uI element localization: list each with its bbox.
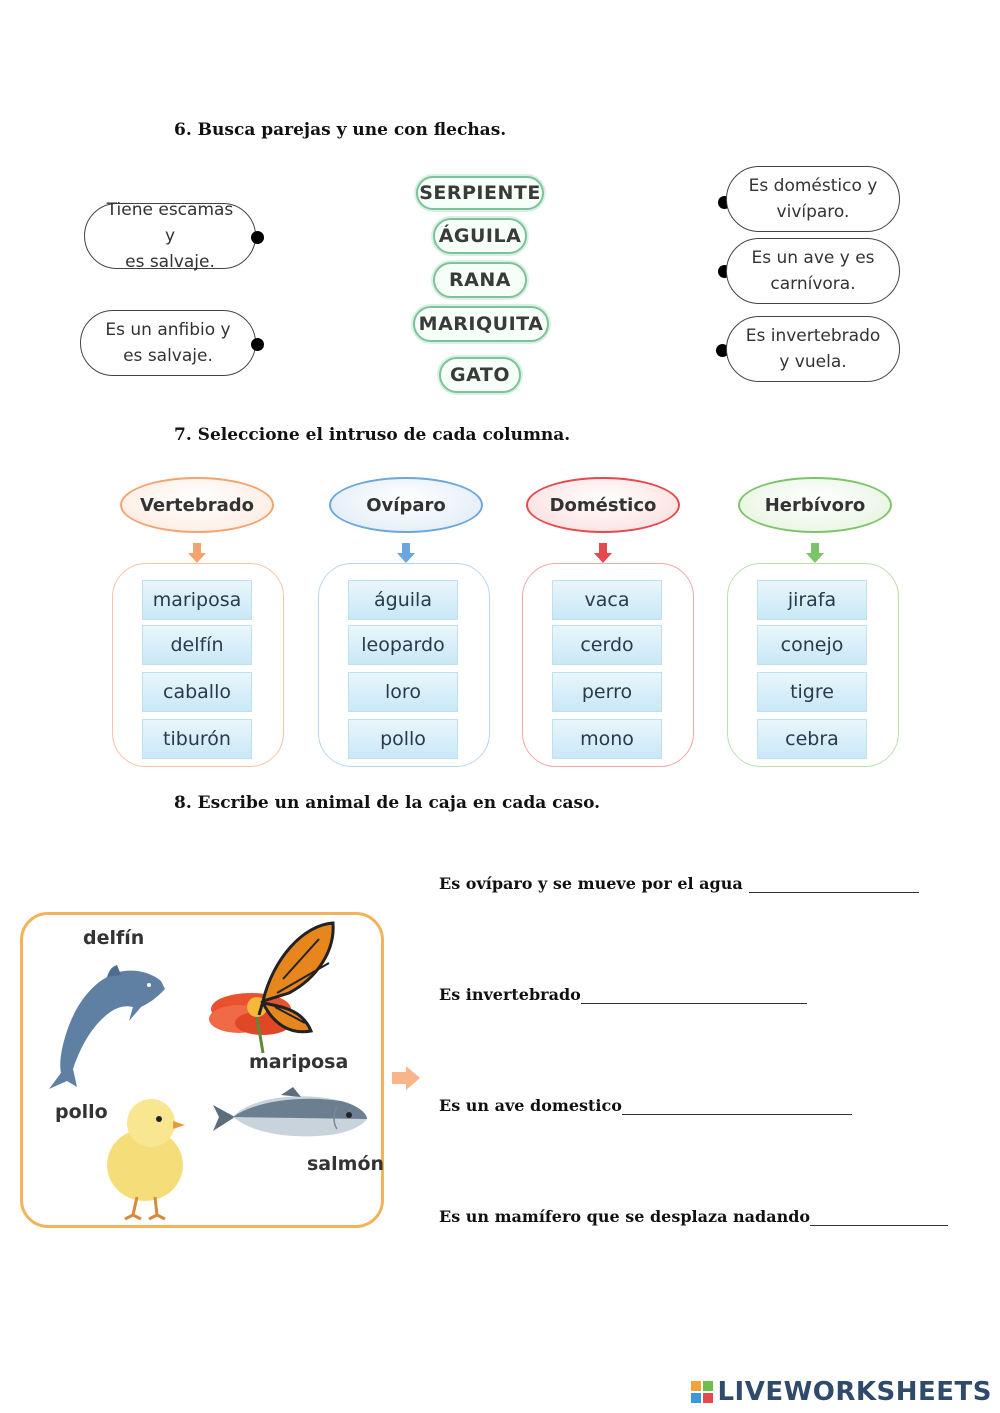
word-gato[interactable]: GATO (439, 357, 521, 393)
question-3 (439, 1096, 852, 1115)
down-arrow-stem (193, 543, 201, 553)
dolphin-icon (37, 963, 167, 1093)
word-serpiente[interactable]: SERPIENTE (416, 176, 544, 210)
word-rana[interactable]: RANA (433, 262, 527, 298)
clue-line: y vuela. (779, 352, 847, 372)
clue-line: carnívora. (770, 274, 856, 294)
column-option[interactable]: cebra (757, 719, 867, 759)
exercise-8-heading: 8. Escribe un animal de la caja en cada caso. (174, 793, 601, 813)
label-pollo: pollo (55, 1101, 108, 1123)
column-option[interactable]: pollo (348, 719, 458, 759)
column-option[interactable]: tigre (757, 672, 867, 712)
column-option[interactable]: mariposa (142, 580, 252, 620)
column-option[interactable]: tiburón (142, 719, 252, 759)
category-header: Herbívoro (738, 477, 892, 533)
label-salmon: salmón (307, 1153, 385, 1175)
column-option[interactable]: cerdo (552, 625, 662, 665)
question-2 (439, 985, 807, 1004)
question-text: Es invertebrado (439, 985, 581, 1004)
logo-mark-icon (691, 1381, 713, 1403)
column-option[interactable]: conejo (757, 625, 867, 665)
category-header: Ovíparo (329, 477, 483, 533)
right-clue-3 (726, 316, 900, 382)
connector-dot[interactable] (251, 338, 264, 351)
down-arrow-stem (811, 543, 819, 553)
clue-line: es salvaje. (123, 346, 213, 366)
clue-line: Es doméstico y (748, 176, 878, 196)
column-option[interactable]: caballo (142, 672, 252, 712)
right-arrow-icon (390, 1064, 422, 1092)
clue-line: Tiene escamas y (106, 200, 234, 246)
down-arrow-stem (402, 543, 410, 553)
butterfly-icon (193, 919, 339, 1055)
question-1 (439, 874, 919, 893)
label-delfin: delfín (83, 927, 145, 949)
word-mariquita[interactable]: MARIQUITA (413, 306, 549, 342)
category-header: Doméstico (526, 477, 680, 533)
left-clue-1 (84, 200, 256, 272)
answer-blank[interactable] (622, 1100, 852, 1115)
down-arrow-icon (806, 553, 824, 563)
clue-line: vivíparo. (776, 202, 850, 222)
animal-box (20, 912, 384, 1228)
column-option[interactable]: águila (348, 580, 458, 620)
exercise-6-heading: 6. Busca parejas y une con flechas. (174, 120, 507, 140)
down-arrow-icon (594, 553, 612, 563)
down-arrow-icon (397, 553, 415, 563)
exercise-7-heading: 7. Seleccione el intruso de cada columna. (174, 425, 571, 445)
word-aguila[interactable]: ÁGUILA (433, 218, 527, 254)
right-clue-1 (726, 166, 900, 232)
column-option[interactable]: delfín (142, 625, 252, 665)
column-option[interactable]: loro (348, 672, 458, 712)
connector-dot[interactable] (251, 231, 264, 244)
clue-line: Es un anfibio y (105, 320, 231, 340)
column-option[interactable]: jirafa (757, 580, 867, 620)
label-mariposa: mariposa (249, 1051, 349, 1073)
right-clue-2 (726, 238, 900, 304)
column-option[interactable]: mono (552, 719, 662, 759)
chick-icon (97, 1091, 191, 1221)
left-clue-2 (80, 310, 256, 376)
question-text: Es un mamífero que se desplaza nadando (439, 1207, 811, 1226)
logo-text: LIVEWORKSHEETS (717, 1377, 992, 1407)
answer-blank[interactable] (581, 989, 807, 1004)
down-arrow-stem (599, 543, 607, 553)
answer-blank[interactable] (749, 878, 919, 893)
down-arrow-icon (188, 553, 206, 563)
question-4 (439, 1207, 948, 1226)
column-option[interactable]: perro (552, 672, 662, 712)
salmon-icon (211, 1085, 369, 1149)
clue-line: Es un ave y es (751, 248, 875, 268)
clue-line: es salvaje. (125, 252, 215, 272)
category-header: Vertebrado (120, 477, 274, 533)
answer-blank[interactable] (810, 1211, 948, 1226)
clue-line: Es invertebrado (745, 326, 881, 346)
column-option[interactable]: vaca (552, 580, 662, 620)
question-text: Es un ave domestico (439, 1096, 622, 1115)
question-text: Es ovíparo y se mueve por el agua (439, 874, 743, 893)
column-option[interactable]: leopardo (348, 625, 458, 665)
liveworksheets-logo (691, 1377, 992, 1407)
